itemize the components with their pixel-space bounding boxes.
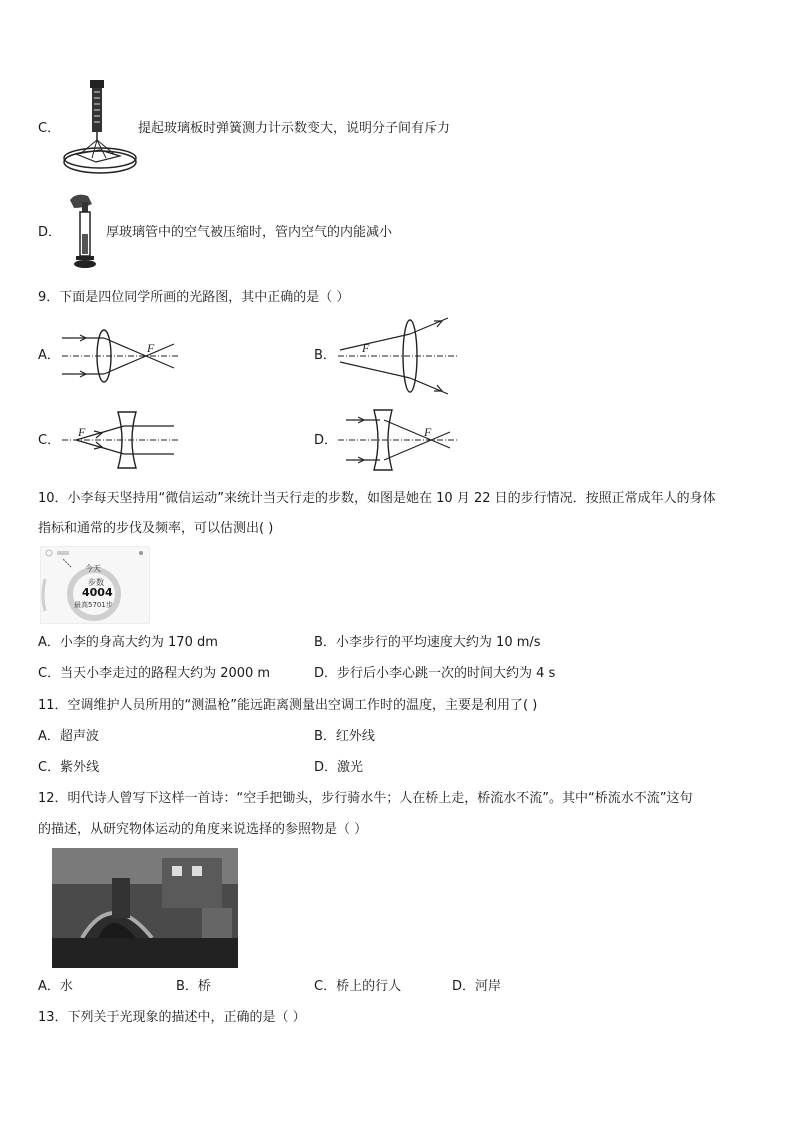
q11-stem: 11．空调维护人员所用的“测温枪”能远距离测量出空调工作时的温度，主要是利用了( ) [38, 698, 538, 713]
focus-label-c: F [78, 425, 86, 439]
q12-option-b: B．桥 [176, 979, 211, 994]
q10-option-c: C．当天小李走过的路程大约为 2000 m [38, 666, 271, 681]
q8-option-d-text: 厚玻璃管中的空气被压缩时，管内空气的内能减小 [106, 225, 393, 240]
today-label: 今天 [85, 564, 101, 573]
q9-diagram-d [338, 406, 460, 474]
q10-option-d: D．步行后小李心跳一次的时间大约为 4 s [314, 666, 556, 681]
bridge-photo [52, 848, 238, 968]
q11-option-b: B．红外线 [314, 729, 375, 744]
q12-option-d: D．河岸 [452, 979, 502, 994]
focus-label-b: F [362, 341, 370, 355]
q13-stem: 13．下列关于光现象的描述中，正确的是（ ） [38, 1010, 306, 1025]
q9-option-d-letter: D． [314, 433, 338, 448]
q12-stem-line1: 12．明代诗人曾写下这样一首诗：“空手把锄头，步行骑水牛；人在桥上走，桥流水不流”。其中“桥流水不流”这句 [38, 791, 693, 806]
q11-option-c: C．紫外线 [38, 760, 100, 775]
q12-option-a: A．水 [38, 979, 73, 994]
steps-label: 步数 [88, 578, 104, 587]
wechat-steps-screenshot [40, 546, 150, 624]
q9-diagram-c [62, 408, 182, 472]
q11-option-d: D．激光 [314, 760, 364, 775]
q10-stem-line2: 指标和通常的步伐及频率，可以估测出( ) [38, 521, 274, 536]
q9-stem: 9．下面是四位同学所画的光路图，其中正确的是（ ） [38, 290, 350, 305]
focus-label-a: F [147, 341, 155, 355]
q8-option-c-text: 提起玻璃板时弹簧测力计示数变大，说明分子间有斥力 [138, 121, 451, 136]
q9-diagram-a [62, 326, 182, 386]
q9-diagram-b [338, 316, 460, 398]
q9-option-b-letter: B． [314, 348, 336, 363]
q8-option-c-letter: C． [38, 121, 61, 136]
max-steps: 最高5701步 [74, 601, 113, 609]
q10-option-a: A．小李的身高大约为 170 dm [38, 635, 218, 650]
q10-option-b: B．小李步行的平均速度大约为 10 m/s [314, 635, 541, 650]
q9-option-a-letter: A． [38, 348, 60, 363]
q11-option-a: A．超声波 [38, 729, 99, 744]
focus-label-d: F [424, 425, 432, 439]
q9-option-c-letter: C． [38, 433, 61, 448]
q10-stem-line1: 10．小李每天坚持用“微信运动”来统计当天行走的步数，如图是她在 10 月 22 日的步行情况．按照正常成年人的身体 [38, 491, 716, 506]
steps-count: 4004 [82, 586, 113, 599]
q12-option-c: C．桥上的行人 [314, 979, 402, 994]
compression-tube-figure [66, 194, 102, 272]
q12-stem-line2: 的描述，从研究物体运动的角度来说选择的参照物是（ ） [38, 822, 368, 837]
spring-balance-glass-plate-figure [62, 78, 142, 180]
q8-option-d-letter: D． [38, 225, 62, 240]
